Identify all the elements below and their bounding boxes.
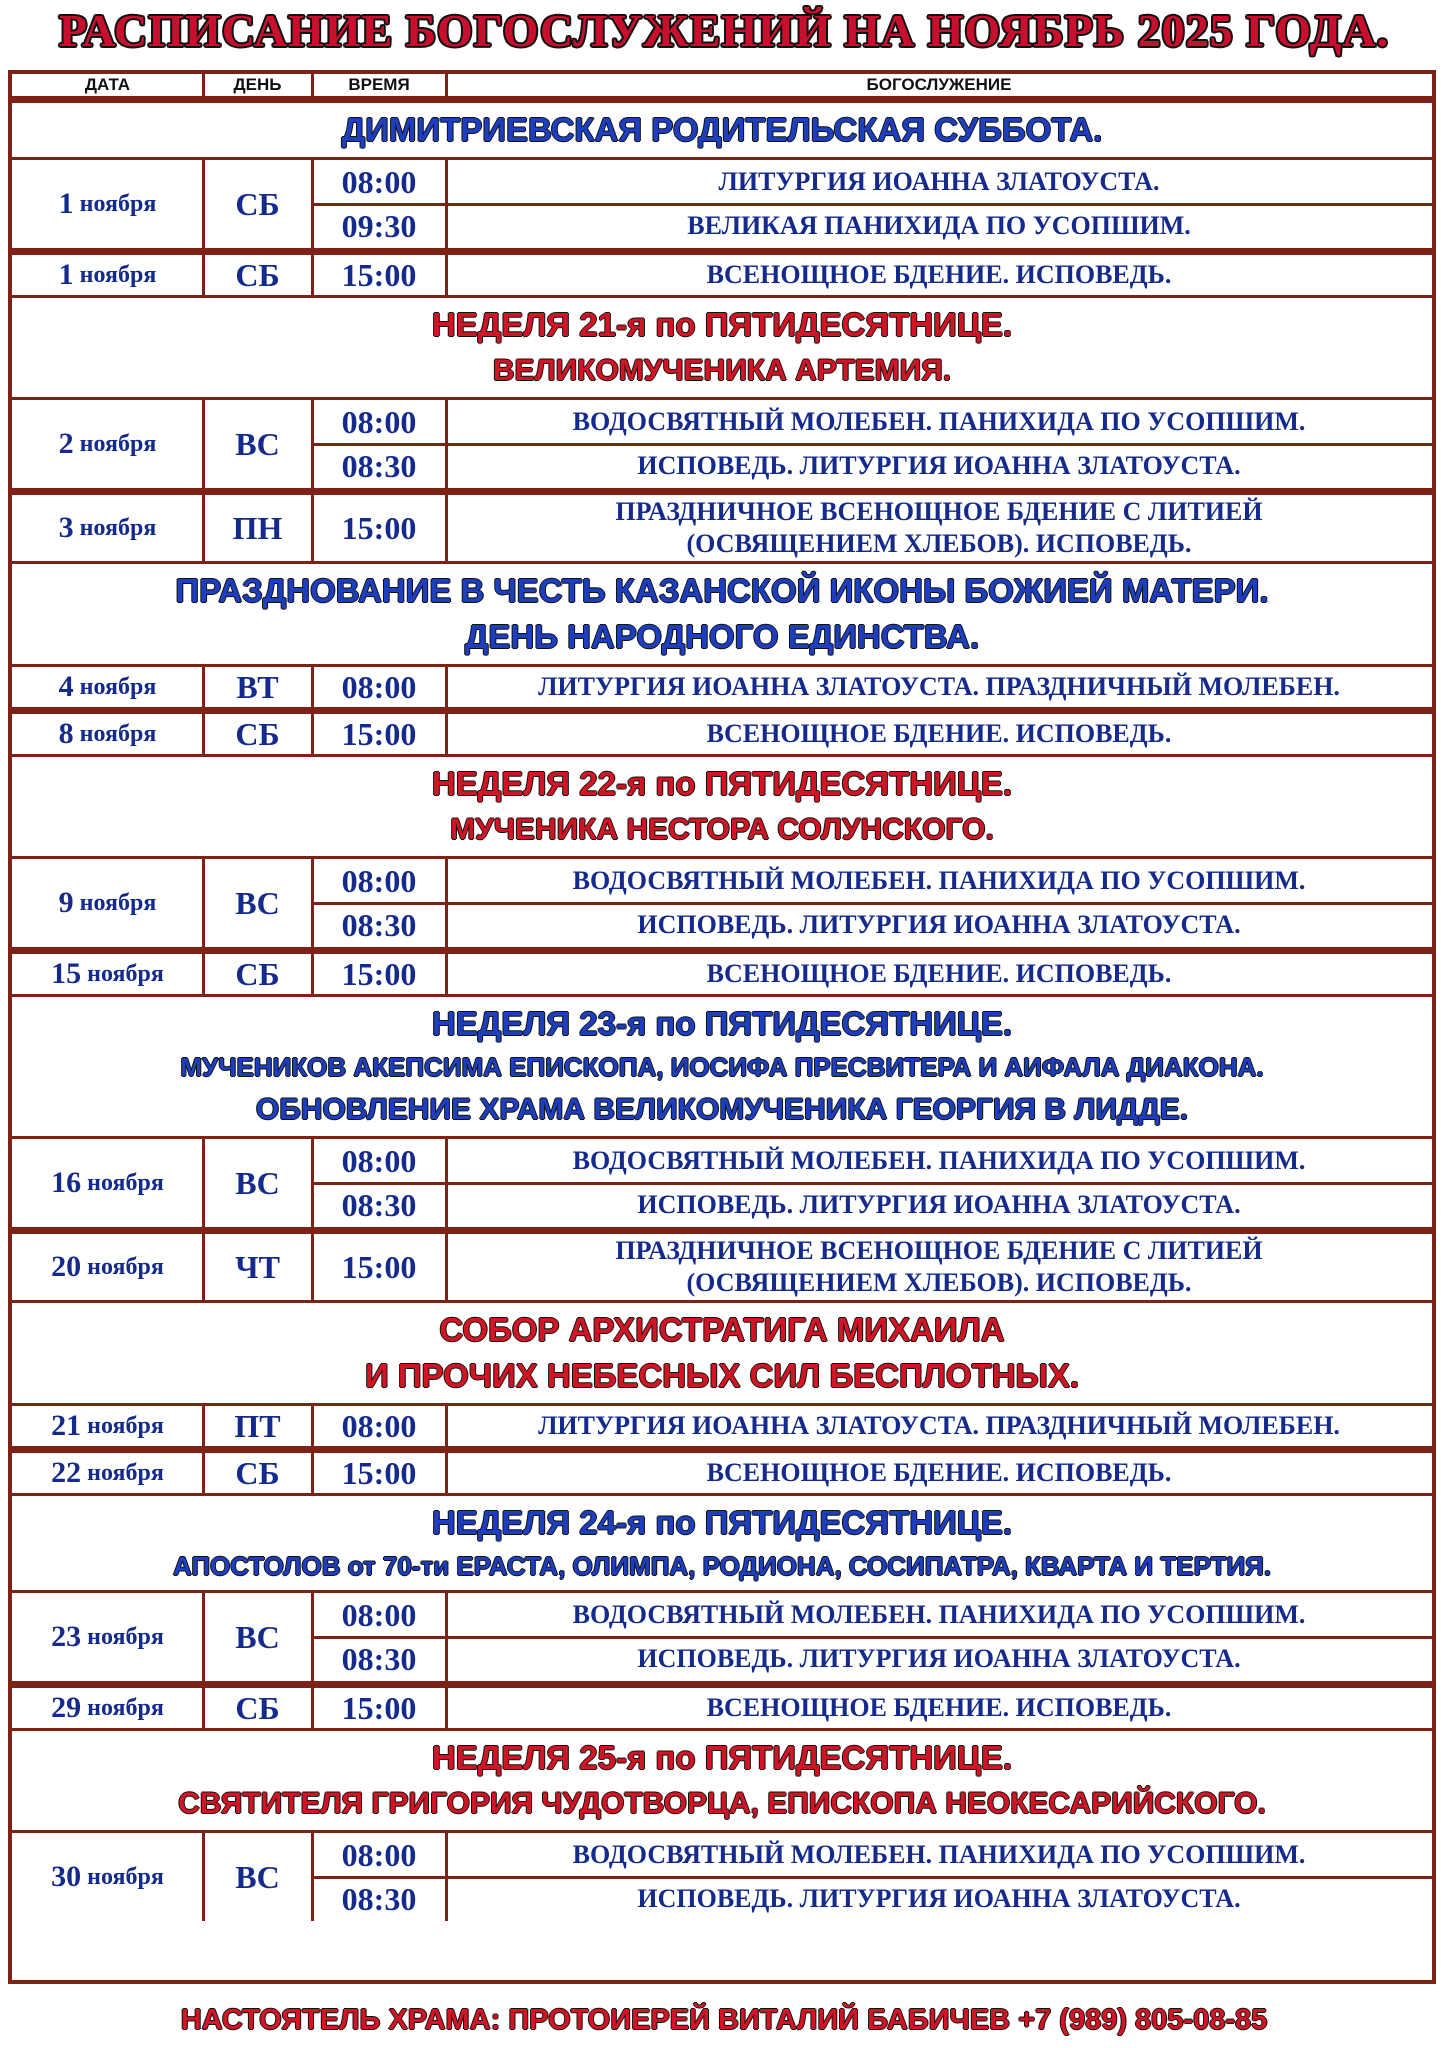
column-divider <box>445 859 448 947</box>
feast-title-line: ОБНОВЛЕНИЕ ХРАМА ВЕЛИКОМУЧЕНИКА ГЕОРГИЯ В ЛИДДЕ. <box>255 1093 1189 1126</box>
service-cell: ВСЕНОЩНОЕ БДЕНИЕ. ИСПОВЕДЬ. <box>706 260 1172 289</box>
time-cell: 08:00 <box>341 668 417 705</box>
column-divider <box>445 1453 448 1493</box>
column-divider <box>202 400 205 488</box>
service-cell: ВОДОСВЯТНЫЙ МОЛЕБЕН. ПАНИХИДА ПО УСОПШИМ. <box>572 1840 1306 1869</box>
block-separator <box>12 1227 1432 1234</box>
column-header-day: ДЕНЬ <box>233 75 282 94</box>
time-cell: 08:30 <box>341 1640 417 1677</box>
date-day-number: 1 <box>58 187 74 220</box>
feast-header <box>12 1731 1432 1830</box>
date-month: ноября <box>79 261 157 288</box>
date-cell <box>12 714 203 754</box>
time-cell: 08:00 <box>341 862 417 899</box>
service-cell: ПРАЗДНИЧНОЕ ВСЕНОЩНОЕ БДЕНИЕ С ЛИТИЕЙ (ОСВЯЩЕНИЕМ ХЛЕБОВ). ИСПОВЕДЬ. <box>615 1236 1263 1297</box>
feast-title-line: СОБОР АРХИСТРАТИГА МИХАИЛА <box>439 1311 1005 1348</box>
weekday-cell: СБ <box>235 1689 280 1726</box>
feast-title-line: АПОСТОЛОВ от 70-ти ЕРАСТА, ОЛИМПА, РОДИОНА, СОСИПАТРА, КВАРТА И ТЕРТИЯ. <box>172 1551 1272 1581</box>
weekday-cell: СБ <box>235 1454 280 1491</box>
column-divider <box>202 1688 205 1728</box>
time-cell: 08:00 <box>341 1596 417 1633</box>
column-divider <box>311 859 314 947</box>
weekday-cell: СБ <box>235 185 280 222</box>
row-divider <box>312 1182 1432 1185</box>
row-divider <box>312 902 1432 905</box>
feast-title-line: НЕДЕЛЯ 25-я по ПЯТИДЕСЯТНИЦЕ. <box>431 1739 1013 1776</box>
date-month: ноября <box>79 190 157 217</box>
column-divider <box>445 160 448 248</box>
feast-title-line: ПРАЗДНОВАНИЕ В ЧЕСТЬ КАЗАНСКОЙ ИКОНЫ БОЖИЕЙ МАТЕРИ. <box>175 572 1269 609</box>
block-separator <box>12 947 1432 954</box>
row-divider <box>312 1636 1432 1639</box>
column-divider <box>311 1833 314 1921</box>
column-divider <box>202 667 205 707</box>
time-cell: 08:30 <box>341 906 417 943</box>
weekday-cell: ВС <box>235 1858 280 1895</box>
column-divider <box>202 74 205 96</box>
column-divider <box>311 1139 314 1227</box>
weekday-cell: ВС <box>235 884 280 921</box>
date-day-number: 15 <box>51 957 82 990</box>
service-cell: ИСПОВЕДЬ. ЛИТУРГИЯ ИОАННА ЗЛАТОУСТА. <box>637 1190 1241 1219</box>
feast-header <box>12 1303 1432 1403</box>
feast-title-line: И ПРОЧИХ НЕБЕСНЫХ СИЛ БЕСПЛОТНЫХ. <box>364 1357 1080 1394</box>
service-cell: ВСЕНОЩНОЕ БДЕНИЕ. ИСПОВЕДЬ. <box>706 1693 1172 1722</box>
date-cell <box>12 1234 203 1300</box>
column-divider <box>445 74 448 96</box>
date-cell <box>12 1453 203 1493</box>
date-month: ноября <box>79 889 157 916</box>
date-cell <box>12 1139 203 1227</box>
time-cell: 08:30 <box>341 447 417 484</box>
column-divider <box>311 1593 314 1681</box>
date-month: ноября <box>79 430 157 457</box>
date-month: ноября <box>87 1412 164 1439</box>
column-divider <box>202 1234 205 1300</box>
weekday-cell: СБ <box>235 256 280 293</box>
date-day-number: 4 <box>58 670 74 703</box>
column-divider <box>311 954 314 994</box>
service-cell: ЛИТУРГИЯ ИОАННА ЗЛАТОУСТА. ПРАЗДНИЧНЫЙ МОЛЕБЕН. <box>538 672 1340 701</box>
schedule-table <box>8 70 1436 1984</box>
time-cell: 15:00 <box>341 1454 417 1491</box>
date-day-number: 9 <box>58 886 74 919</box>
date-month: ноября <box>79 720 157 747</box>
date-day-number: 30 <box>51 1860 82 1893</box>
column-divider <box>311 1453 314 1493</box>
column-divider <box>445 255 448 295</box>
column-divider <box>445 1406 448 1446</box>
time-cell: 08:30 <box>341 1880 417 1917</box>
date-cell <box>12 495 203 561</box>
time-cell: 08:00 <box>341 403 417 440</box>
column-divider <box>202 1453 205 1493</box>
time-cell: 08:00 <box>341 163 417 200</box>
page-title: РАСПИСАНИЕ БОГОСЛУЖЕНИЙ НА НОЯБРЬ 2025 ГОДА. <box>58 5 1390 56</box>
feast-header <box>12 997 1432 1136</box>
column-divider <box>202 255 205 295</box>
time-cell: 08:00 <box>341 1836 417 1873</box>
date-month: ноября <box>87 1863 164 1890</box>
column-divider <box>445 1688 448 1728</box>
block-separator <box>12 1681 1432 1688</box>
service-cell: ИСПОВЕДЬ. ЛИТУРГИЯ ИОАННА ЗЛАТОУСТА. <box>637 1884 1241 1913</box>
column-divider <box>202 1139 205 1227</box>
column-divider <box>311 74 314 96</box>
time-cell: 15:00 <box>341 715 417 752</box>
feast-title-line: МУЧЕНИКА НЕСТОРА СОЛУНСКОГО. <box>450 813 994 846</box>
block-separator <box>12 96 1432 103</box>
weekday-cell: ВС <box>235 1618 280 1655</box>
column-header-time: ВРЕМЯ <box>348 75 410 94</box>
feast-title-line: ДЕНЬ НАРОДНОГО ЕДИНСТВА. <box>464 618 980 655</box>
feast-title-line: ВЕЛИКОМУЧЕНИКА АРТЕМИЯ. <box>492 354 952 387</box>
time-cell: 15:00 <box>341 1248 417 1285</box>
column-divider <box>311 1406 314 1446</box>
feast-header <box>12 757 1432 856</box>
column-divider <box>311 667 314 707</box>
service-cell: ВЕЛИКАЯ ПАНИХИДА ПО УСОПШИМ. <box>687 211 1191 240</box>
weekday-cell: ПН <box>232 509 283 546</box>
column-divider <box>311 1234 314 1300</box>
date-month: ноября <box>87 960 164 987</box>
column-divider <box>202 714 205 754</box>
feast-title-line: СВЯТИТЕЛЯ ГРИГОРИЯ ЧУДОТВОРЦА, ЕПИСКОПА НЕОКЕСАРИЙСКОГО. <box>178 1787 1266 1820</box>
column-divider <box>445 1833 448 1921</box>
date-day-number: 21 <box>51 1409 82 1442</box>
time-cell: 15:00 <box>341 1689 417 1726</box>
date-cell <box>12 954 203 994</box>
service-cell: ЛИТУРГИЯ ИОАННА ЗЛАТОУСТА. <box>718 167 1160 196</box>
row-divider <box>312 1876 1432 1879</box>
column-divider <box>445 495 448 561</box>
column-divider <box>202 1833 205 1921</box>
date-day-number: 2 <box>58 427 74 460</box>
row-divider <box>312 203 1432 206</box>
service-cell: ИСПОВЕДЬ. ЛИТУРГИЯ ИОАННА ЗЛАТОУСТА. <box>637 451 1241 480</box>
feast-title-line: НЕДЕЛЯ 22-я по ПЯТИДЕСЯТНИЦЕ. <box>431 765 1013 802</box>
date-day-number: 29 <box>51 1691 82 1724</box>
row-divider <box>312 443 1432 446</box>
date-day-number: 3 <box>58 511 74 544</box>
column-divider <box>445 1593 448 1681</box>
date-day-number: 8 <box>58 717 74 750</box>
column-divider <box>202 859 205 947</box>
date-month: ноября <box>87 1459 164 1486</box>
date-month: ноября <box>79 514 157 541</box>
column-divider <box>311 1688 314 1728</box>
block-separator <box>12 248 1432 255</box>
column-divider <box>445 714 448 754</box>
service-cell: ВОДОСВЯТНЫЙ МОЛЕБЕН. ПАНИХИДА ПО УСОПШИМ. <box>572 1600 1306 1629</box>
column-divider <box>311 495 314 561</box>
footer-contact: НАСТОЯТЕЛЬ ХРАМА: ПРОТОИЕРЕЙ ВИТАЛИЙ БАБИЧЕВ +7 (989) 805-08-85 <box>180 2004 1268 2036</box>
column-divider <box>202 954 205 994</box>
column-header-date: ДАТА <box>84 75 131 94</box>
column-divider <box>445 400 448 488</box>
service-cell: ИСПОВЕДЬ. ЛИТУРГИЯ ИОАННА ЗЛАТОУСТА. <box>637 910 1241 939</box>
feast-title-line: МУЧЕНИКОВ АКЕПСИМА ЕПИСКОПА, ИОСИФА ПРЕСВИТЕРА И АИФАЛА ДИАКОНА. <box>180 1052 1264 1082</box>
service-cell: ВСЕНОЩНОЕ БДЕНИЕ. ИСПОВЕДЬ. <box>706 719 1172 748</box>
service-cell: ВСЕНОЩНОЕ БДЕНИЕ. ИСПОВЕДЬ. <box>706 1458 1172 1487</box>
date-month: ноября <box>79 673 157 700</box>
date-day-number: 1 <box>58 258 74 291</box>
feast-header <box>12 1496 1432 1590</box>
service-cell: ВОДОСВЯТНЫЙ МОЛЕБЕН. ПАНИХИДА ПО УСОПШИМ. <box>572 866 1306 895</box>
service-cell: ПРАЗДНИЧНОЕ ВСЕНОЩНОЕ БДЕНИЕ С ЛИТИЕЙ (ОСВЯЩЕНИЕМ ХЛЕБОВ). ИСПОВЕДЬ. <box>615 497 1263 558</box>
weekday-cell: СБ <box>235 715 280 752</box>
column-header-service: БОГОСЛУЖЕНИЕ <box>866 75 1012 94</box>
time-cell: 08:00 <box>341 1142 417 1179</box>
column-divider <box>445 954 448 994</box>
weekday-cell: ВС <box>235 425 280 462</box>
date-cell <box>12 1593 203 1681</box>
column-divider <box>202 495 205 561</box>
date-month: ноября <box>87 1169 164 1196</box>
date-cell <box>12 1833 203 1921</box>
time-cell: 15:00 <box>341 955 417 992</box>
date-cell <box>12 1406 203 1446</box>
date-cell <box>12 255 203 295</box>
service-cell: ЛИТУРГИЯ ИОАННА ЗЛАТОУСТА. ПРАЗДНИЧНЫЙ МОЛЕБЕН. <box>538 1411 1340 1440</box>
feast-title-line: ДИМИТРИЕВСКАЯ РОДИТЕЛЬСКАЯ СУББОТА. <box>341 111 1103 148</box>
column-divider <box>202 160 205 248</box>
weekday-cell: ВТ <box>236 668 279 705</box>
time-cell: 08:00 <box>341 1407 417 1444</box>
column-divider <box>445 1139 448 1227</box>
feast-header <box>12 103 1432 157</box>
time-cell: 09:30 <box>341 207 417 244</box>
date-day-number: 16 <box>51 1166 82 1199</box>
block-separator <box>12 488 1432 495</box>
weekday-cell: ЧТ <box>235 1248 280 1285</box>
date-month: ноября <box>87 1694 164 1721</box>
feast-header <box>12 564 1432 664</box>
column-divider <box>311 714 314 754</box>
service-cell: ИСПОВЕДЬ. ЛИТУРГИЯ ИОАННА ЗЛАТОУСТА. <box>637 1644 1241 1673</box>
column-divider <box>311 400 314 488</box>
time-cell: 08:30 <box>341 1186 417 1223</box>
column-divider <box>311 160 314 248</box>
feast-title-line: НЕДЕЛЯ 23-я по ПЯТИДЕСЯТНИЦЕ. <box>431 1005 1013 1042</box>
column-divider <box>202 1406 205 1446</box>
block-separator <box>12 707 1432 714</box>
time-cell: 15:00 <box>341 256 417 293</box>
date-cell <box>12 1688 203 1728</box>
service-cell: ВСЕНОЩНОЕ БДЕНИЕ. ИСПОВЕДЬ. <box>706 959 1172 988</box>
feast-header <box>12 298 1432 397</box>
service-cell: ВОДОСВЯТНЫЙ МОЛЕБЕН. ПАНИХИДА ПО УСОПШИМ. <box>572 407 1306 436</box>
date-cell <box>12 859 203 947</box>
column-divider <box>445 667 448 707</box>
column-divider <box>202 1593 205 1681</box>
date-day-number: 20 <box>51 1250 82 1283</box>
date-month: ноября <box>87 1253 164 1280</box>
weekday-cell: ПТ <box>234 1407 281 1444</box>
weekday-cell: СБ <box>235 955 280 992</box>
column-divider <box>311 255 314 295</box>
block-separator <box>12 1446 1432 1453</box>
feast-title-line: НЕДЕЛЯ 24-я по ПЯТИДЕСЯТНИЦЕ. <box>431 1504 1013 1541</box>
date-day-number: 23 <box>51 1620 82 1653</box>
time-cell: 15:00 <box>341 509 417 546</box>
date-day-number: 22 <box>51 1456 82 1489</box>
weekday-cell: ВС <box>235 1164 280 1201</box>
date-month: ноября <box>87 1623 164 1650</box>
feast-title-line: НЕДЕЛЯ 21-я по ПЯТИДЕСЯТНИЦЕ. <box>431 306 1013 343</box>
service-cell: ВОДОСВЯТНЫЙ МОЛЕБЕН. ПАНИХИДА ПО УСОПШИМ. <box>572 1146 1306 1175</box>
date-cell <box>12 667 203 707</box>
column-divider <box>445 1234 448 1300</box>
date-cell <box>12 400 203 488</box>
date-cell <box>12 160 203 248</box>
